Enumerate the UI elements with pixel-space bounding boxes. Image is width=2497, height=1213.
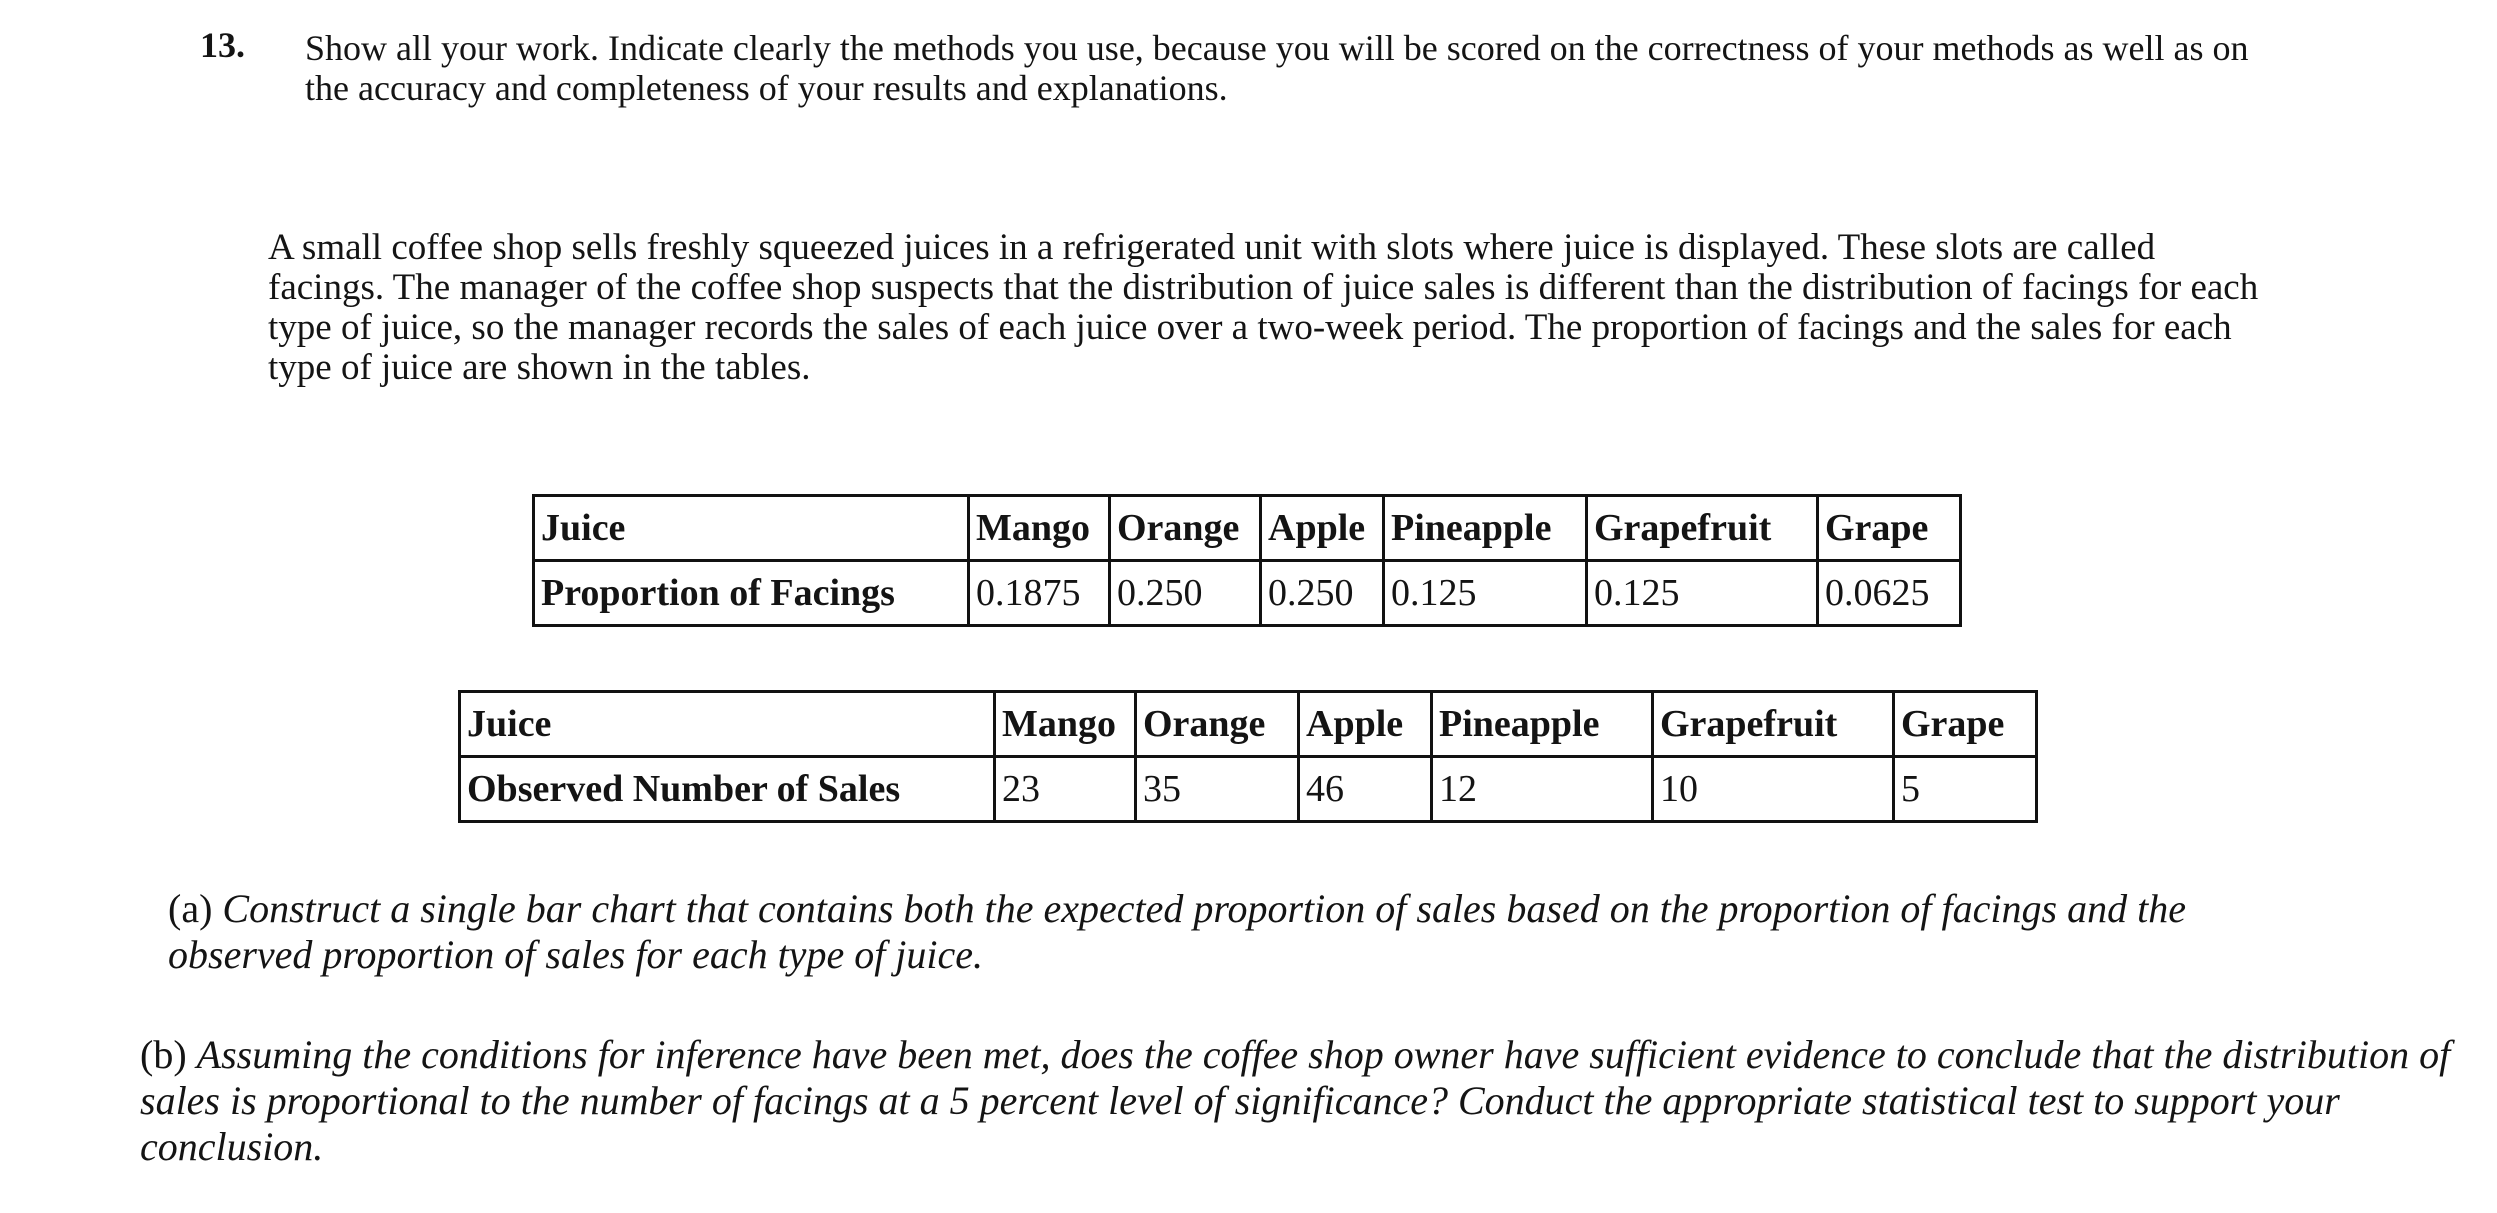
- part-b-label: (b): [140, 1032, 187, 1077]
- sales-value-mango: 23: [995, 757, 1136, 822]
- facings-value-pineapple: 0.125: [1384, 561, 1587, 626]
- facings-juice-grape: Grape: [1818, 496, 1961, 561]
- question-number: 13.: [200, 25, 245, 65]
- sales-value-grapefruit: 10: [1653, 757, 1894, 822]
- facings-table-header-row: [534, 496, 1961, 561]
- part-b: [140, 1032, 2470, 1170]
- sales-table-header-row: [460, 692, 2037, 757]
- facings-row-header: Juice: [534, 496, 969, 561]
- scenario-paragraph: A small coffee shop sells freshly squeezed juices in a refrigerated unit with slots where juice is displayed. These slots are called facings. The manager of the coffee shop suspects that the distribution of juice sales is different than the distribution of facings for each type of juice, so the manager records the sales of each juice over a two-week period. The proportion of facings and the sales for each type of juice are shown in the tables.: [268, 227, 2259, 388]
- sales-value-orange: 35: [1136, 757, 1299, 822]
- facings-juice-orange: Orange: [1110, 496, 1261, 561]
- facings-value-apple: 0.250: [1261, 561, 1384, 626]
- facings-value-grape: 0.0625: [1818, 561, 1961, 626]
- sales-value-apple: 46: [1299, 757, 1432, 822]
- sales-table: [458, 690, 2038, 823]
- facings-table: [532, 494, 1962, 627]
- facings-juice-apple: Apple: [1261, 496, 1384, 561]
- sales-juice-mango: Mango: [995, 692, 1136, 757]
- sales-juice-grapefruit: Grapefruit: [1653, 692, 1894, 757]
- facings-value-orange: 0.250: [1110, 561, 1261, 626]
- sales-value-label: Observed Number of Sales: [460, 757, 995, 822]
- sales-value-pineapple: 12: [1432, 757, 1653, 822]
- sales-row-header: Juice: [460, 692, 995, 757]
- facings-value-grapefruit: 0.125: [1587, 561, 1818, 626]
- part-a-text: Construct a single bar chart that contains both the expected proportion of sales based on the proportion of facings and the observed proportion of sales for each type of juice.: [168, 886, 2186, 977]
- part-a: [168, 886, 2318, 978]
- sales-juice-orange: Orange: [1136, 692, 1299, 757]
- part-a-label: (a): [168, 886, 213, 931]
- sales-juice-apple: Apple: [1299, 692, 1432, 757]
- part-b-text: Assuming the conditions for inference have been met, does the coffee shop owner have sufficient evidence to conclude that the distribution of sales is proportional to the number of facings at a 5 percent level of significance? Conduct the appropriate statistical test to support your conclusion.: [140, 1032, 2451, 1169]
- facings-value-mango: 0.1875: [969, 561, 1110, 626]
- sales-value-grape: 5: [1894, 757, 2037, 822]
- facings-value-label: Proportion of Facings: [534, 561, 969, 626]
- sales-juice-pineapple: Pineapple: [1432, 692, 1653, 757]
- facings-juice-grapefruit: Grapefruit: [1587, 496, 1818, 561]
- sales-juice-grape: Grape: [1894, 692, 2037, 757]
- facings-juice-pineapple: Pineapple: [1384, 496, 1587, 561]
- facings-table-value-row: [534, 561, 1961, 626]
- question-instructions: Show all your work. Indicate clearly the methods you use, because you will be scored on the correctness of your methods as well as on the accuracy and completeness of your results and explanations.: [305, 28, 2249, 108]
- sales-table-value-row: [460, 757, 2037, 822]
- facings-juice-mango: Mango: [969, 496, 1110, 561]
